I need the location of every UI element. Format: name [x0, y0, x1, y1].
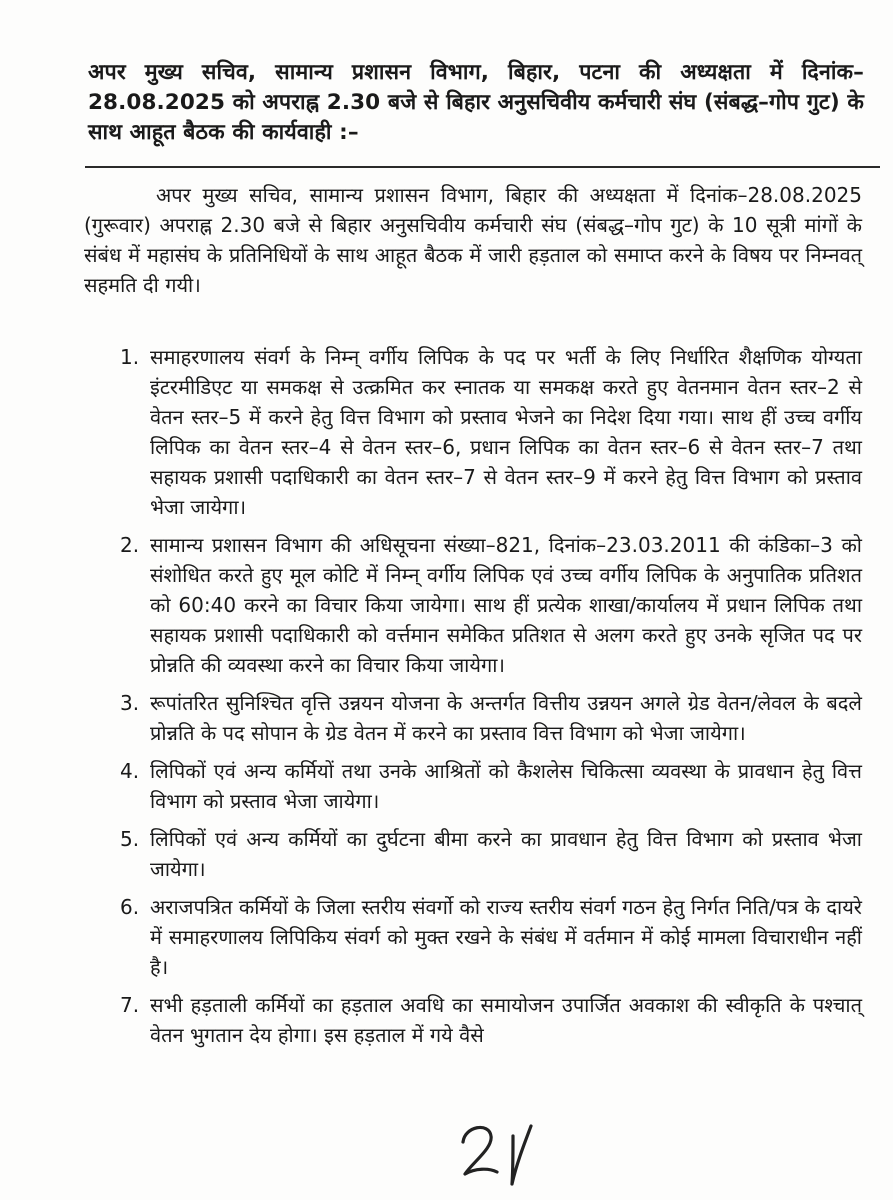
item-text: सामान्य प्रशासन विभाग की अधिसूचना संख्या–821, दिनांक–23.03.2011 की कंडिका–3 को संशोधित करते हुए मूल कोटि में निम्न् वर्गीय लिपिक एवं उच्च वर्गीय लिपिक के अनुपातिक प्रतिशत को 60:40 करने का विचार किया जायेगा। साथ हीं प्रत्येक शाखा/कार्यालय में प्रधान लिपिक तथा सहायक प्रशासी पदाधिकारी को वर्त्तमान समेकित प्रतिशत से अलग करते हुए उनके सृजित पद पर प्रोन्नति की व्यवस्था करने का विचार किया जायेगा।: [150, 533, 862, 677]
list-item: [120, 990, 862, 1050]
list-item: [120, 342, 862, 522]
item-number: 1.: [120, 345, 140, 369]
item-number: 7.: [120, 993, 140, 1017]
heading-divider: [85, 166, 880, 168]
item-text: लिपिकों एवं अन्य कर्मियों तथा उनके आश्रितों को कैशलेस चिकित्सा व्यवस्था के प्रावधान हेतु वित्त विभाग को प्रस्ताव भेजा जायेगा।: [150, 759, 862, 813]
item-number: 6.: [120, 895, 140, 919]
item-text: रूपांतरित सुनिश्चित वृत्ति उन्नयन योजना के अन्तर्गत वित्तीय उन्नयन अगले ग्रेड वेतन/लेवल के बदले प्रोन्नति के पद सोपान के ग्रेड वेतन में करने का प्रस्ताव वित्त विभाग को भेजा जायेगा।: [150, 691, 862, 745]
item-number: 3.: [120, 691, 140, 715]
agreement-list: [120, 342, 862, 1058]
list-item: [120, 824, 862, 884]
list-item: [120, 756, 862, 816]
item-text: लिपिकों एवं अन्य कर्मियों का दुर्घटना बीमा करने का प्रावधान हेतु वित्त विभाग को प्रस्ताव भेजा जायेगा।: [150, 827, 862, 881]
document-heading: अपर मुख्य सचिव, सामान्य प्रशासन विभाग, बिहार, पटना की अध्यक्षता में दिनांक–28.08.2025 को अपराह्न 2.30 बजे से बिहार अनुसचिवीय कर्मचारी संघ (संबद्ध–गोप गुट) के साथ आहूत बैठक की कार्यवाही :–: [88, 60, 864, 145]
item-number: 2.: [120, 533, 140, 557]
item-number: 5.: [120, 827, 140, 851]
list-item: [120, 530, 862, 680]
item-text: समाहरणालय संवर्ग के निम्न् वर्गीय लिपिक के पद पर भर्ती के लिए निर्धारित शैक्षणिक योग्यता इंटरमीडिएट या समकक्ष से उत्क्रमित कर स्नातक या समकक्ष करते हुए वेतनमान वेतन स्तर–2 से वेतन स्तर–5 में करने हेतु वित्त विभाग को प्रस्ताव भेजने का निदेश दिया गया। साथ हीं उच्च वर्गीय लिपिक का वेतन स्तर–4 से वेतन स्तर–6, प्रधान लिपिक का वेतन स्तर–6 से वेतन स्तर–7 तथा सहायक प्रशासी पदाधिकारी का वेतन स्तर–7 से वेतन स्तर–9 में करने हेतु वित्त विभाग को प्रस्ताव भेजा जायेगा।: [150, 345, 862, 519]
list-item: [120, 892, 862, 982]
item-text: सभी हड़ताली कर्मियों का हड़ताल अवधि का समायोजन उपार्जित अवकाश की स्वीकृति के पश्चात् वेतन भुगतान देय होगा। इस हड़ताल में गये वैसे: [150, 993, 862, 1047]
item-text: अराजपत्रित कर्मियों के जिला स्तरीय संवर्गो को राज्य स्तरीय संवर्ग गठन हेतु निर्गत निति/पत्र के दायरे में समाहरणालय लिपिकिय संवर्ग को मुक्त रखने के संबंध में वर्तमान में कोई मामला विचाराधीन नहीं है।: [150, 895, 862, 979]
handwritten-page-mark: [455, 1118, 535, 1190]
item-number: 4.: [120, 759, 140, 783]
list-item: [120, 688, 862, 748]
intro-paragraph: अपर मुख्य सचिव, सामान्य प्रशासन विभाग, बिहार की अध्यक्षता में दिनांक–28.08.2025 (गुरूवार) अपराह्न 2.30 बजे से बिहार अनुसचिवीय कर्मचारी संघ (संबद्ध–गोप गुट) के 10 सूत्री मांगों के संबंध में महासंघ के प्रतिनिधियों के साथ आहूत बैठक में जारी हड़ताल को समाप्त करने के विषय पर निम्नवत् सहमति दी गयी।: [84, 183, 862, 297]
